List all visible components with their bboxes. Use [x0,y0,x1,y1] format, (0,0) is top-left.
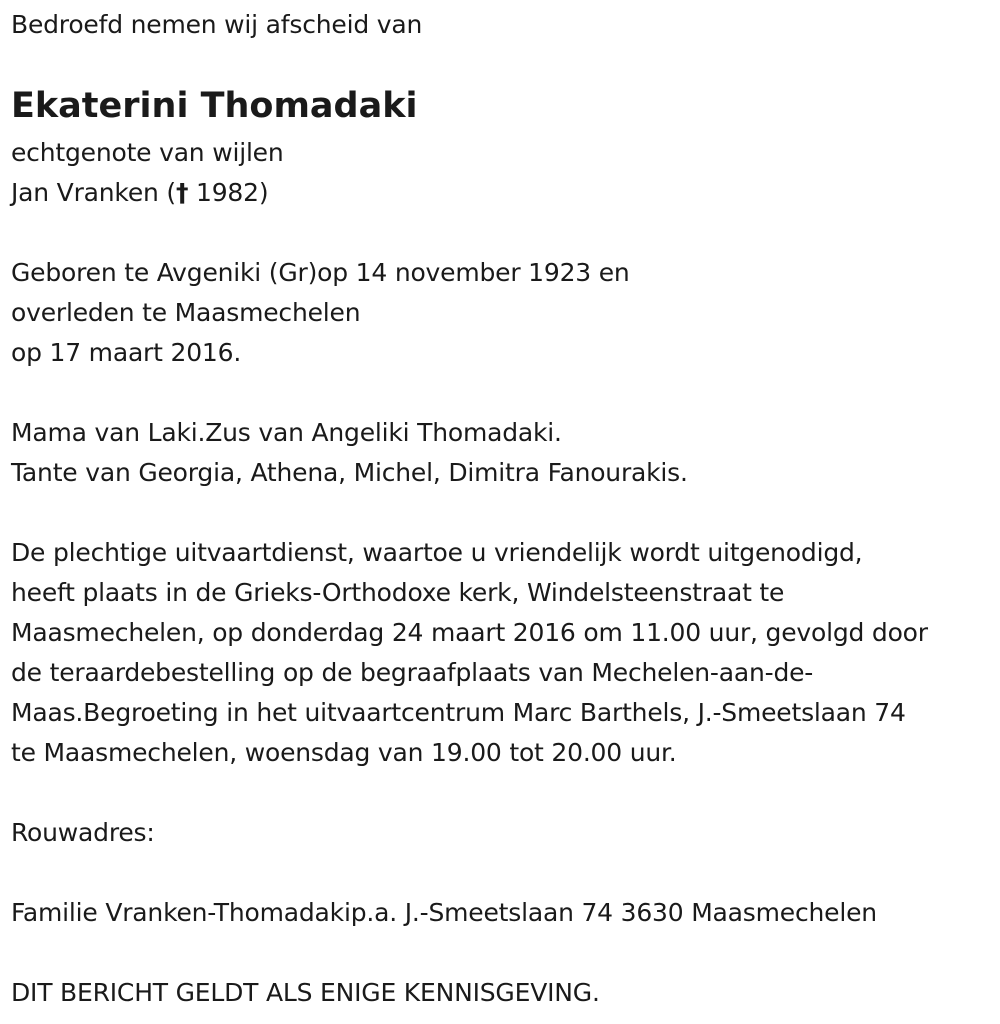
service-line-1: De plechtige uitvaartdienst, waartoe u vriendelijk wordt uitgenodigd, [11,538,863,567]
family-line-1: Mama van Laki.Zus van Angeliki Thomadaki. [11,418,562,447]
service-block [11,533,928,773]
notice-text: DIT BERICHT GELDT ALS ENIGE KENNISGEVING. [11,978,600,1007]
death-place-line: overleden te Maasmechelen [11,298,361,327]
birth-death-block [11,253,630,373]
spouse-death-year: 1982) [188,178,269,207]
family-block [11,413,688,493]
spouse-name: Jan Vranken ( [11,178,176,207]
service-line-6: te Maasmechelen, woensdag van 19.00 tot 20.00 uur. [11,738,677,767]
address-label-block [11,813,155,853]
service-line-2: heeft plaats in de Grieks-Orthodoxe kerk, Windelsteenstraat te [11,578,785,607]
family-line-2: Tante van Georgia, Athena, Michel, Dimitra Fanourakis. [11,458,688,487]
address-block [11,893,877,933]
notice-block [11,973,600,1013]
spouse-block [11,133,284,213]
service-line-5: Maas.Begroeting in het uitvaartcentrum Marc Barthels, J.-Smeetslaan 74 [11,698,906,727]
spouse-line-2 [11,173,284,213]
birth-line: Geboren te Avgeniki (Gr)op 14 november 1923 en [11,258,630,287]
mourning-address: Familie Vranken-Thomadakip.a. J.-Smeetslaan 74 3630 Maasmechelen [11,898,877,927]
death-date-line: op 17 maart 2016. [11,338,242,367]
service-line-4: de teraardebestelling op de begraafplaats van Mechelen-aan-de- [11,658,814,687]
deceased-name: Ekaterini Thomadaki [11,86,418,126]
service-line-3: Maasmechelen, op donderdag 24 maart 2016 om 11.00 uur, gevolgd door [11,618,928,647]
cross-icon: † [175,178,189,207]
spouse-line-1: echtgenote van wijlen [11,138,284,167]
intro-text: Bedroefd nemen wij afscheid van [11,10,423,39]
address-label: Rouwadres: [11,818,155,847]
